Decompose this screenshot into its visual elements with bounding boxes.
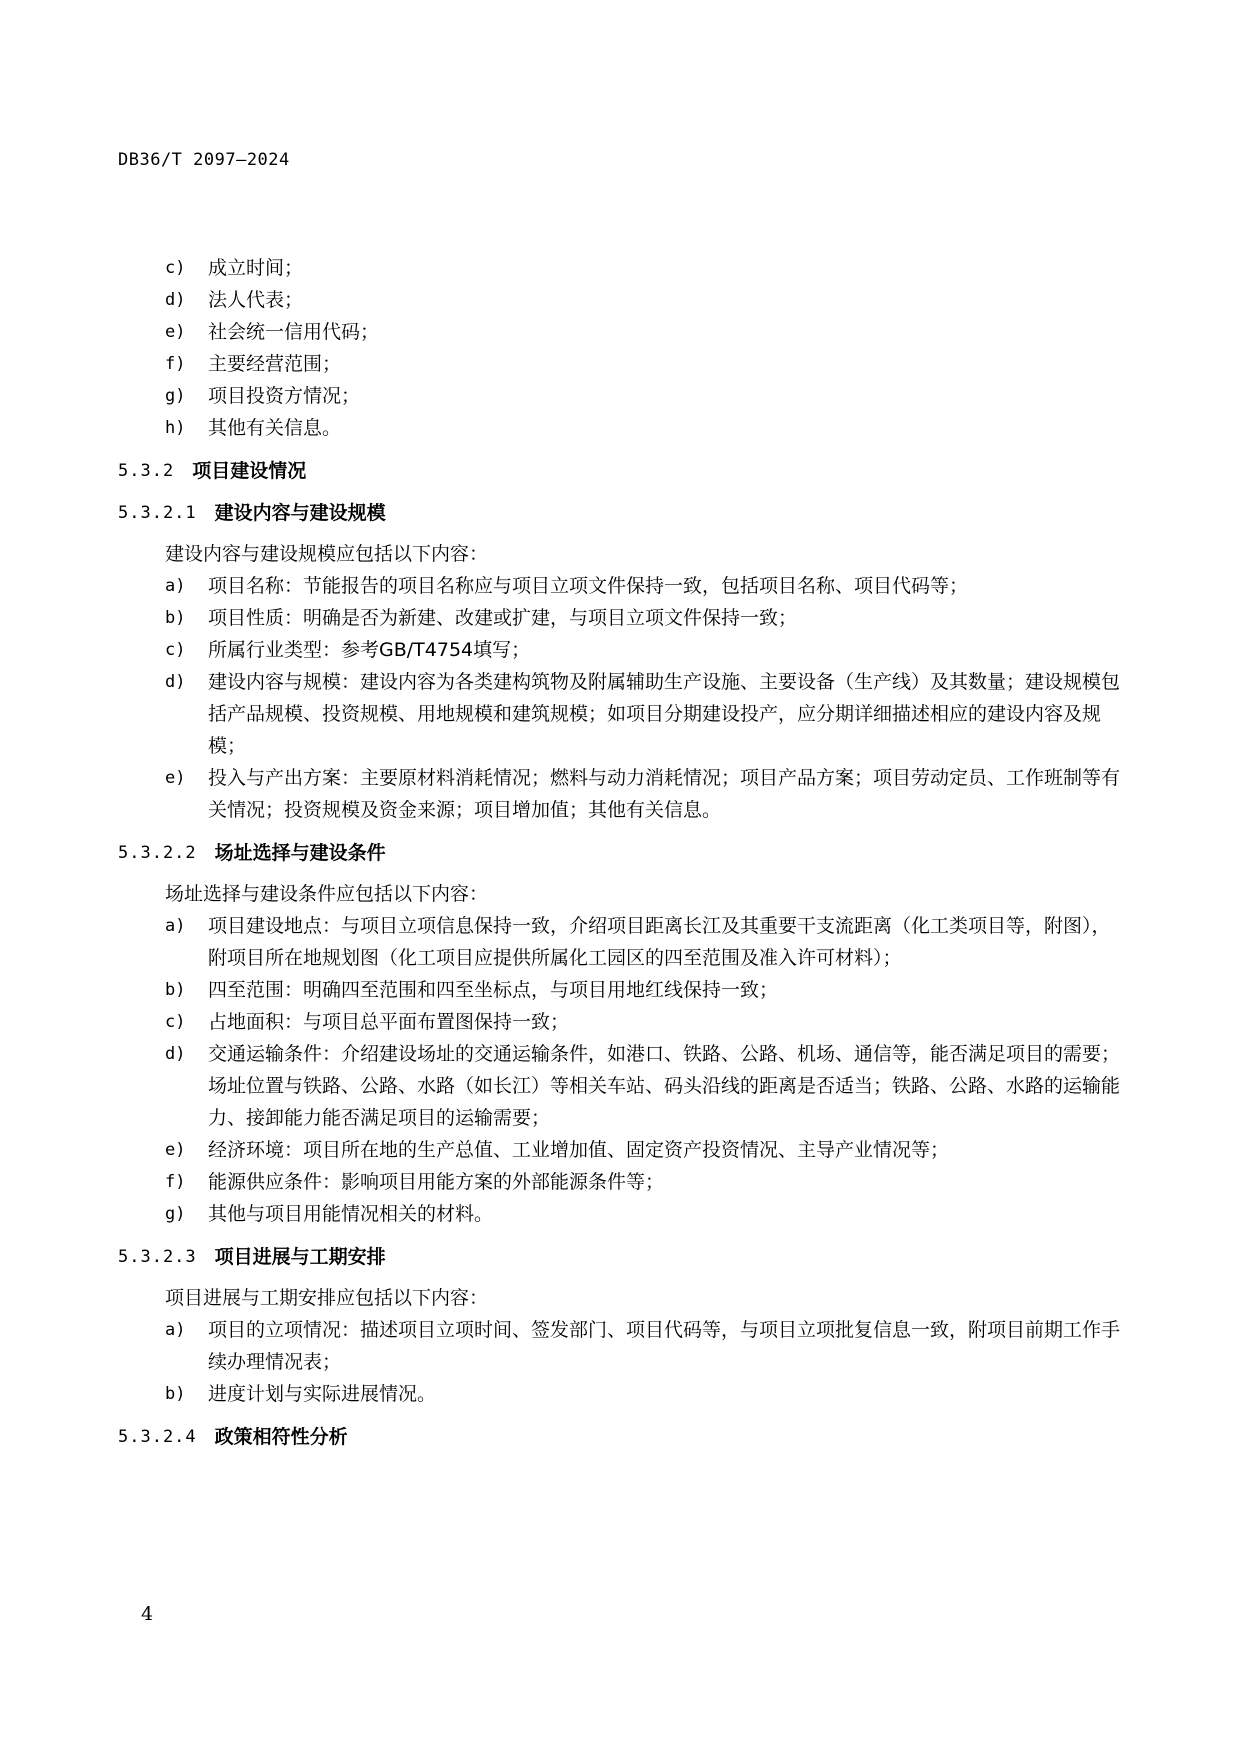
section-number: 5.3.2.1 [118, 503, 197, 523]
section-heading-5-3-2-4 [118, 1422, 1123, 1452]
item-label: g) [165, 1204, 186, 1224]
page-number: 4 [141, 1603, 154, 1625]
item-text: 四至范围：明确四至范围和四至坐标点，与项目用地红线保持一致； [208, 979, 779, 1001]
list-item [118, 348, 1123, 380]
list-item [118, 1166, 1123, 1198]
item-label: c) [165, 1012, 186, 1032]
item-label: e) [165, 768, 186, 788]
list-item [118, 252, 1123, 284]
item-label: a) [165, 1320, 186, 1340]
item-label: f) [165, 1172, 186, 1192]
item-text: 其他与项目用能情况相关的材料。 [208, 1203, 494, 1225]
item-label: b) [165, 980, 186, 1000]
list-item [118, 1006, 1123, 1038]
section-number: 5.3.2.4 [118, 1427, 197, 1447]
section-number: 5.3.2.3 [118, 1247, 197, 1267]
item-text: 占地面积：与项目总平面布置图保持一致； [208, 1011, 570, 1033]
section-title: 政策相符性分析 [214, 1426, 348, 1448]
item-label: b) [165, 608, 186, 628]
item-text: 项目建设地点：与项目立项信息保持一致，介绍项目距离长江及其重要干支流距离（化工类项目等，附图），附项目所在地规划图（化工项目应提供所属化工园区的四至范围及准入许可材料）； [208, 915, 1111, 969]
item-label: e) [165, 322, 186, 342]
item-text: 经济环境：项目所在地的生产总值、工业增加值、固定资产投资情况、主导产业情况等； [208, 1139, 950, 1161]
section-title: 建设内容与建设规模 [214, 502, 386, 524]
item-label: a) [165, 916, 186, 936]
section-title: 项目进展与工期安排 [214, 1246, 386, 1268]
item-text: 所属行业类型：参考GB/T4754填写； [208, 639, 531, 661]
section-intro: 场址选择与建设条件应包括以下内容： [165, 883, 489, 905]
item-text: 投入与产出方案：主要原材料消耗情况；燃料与动力消耗情况；项目产品方案；项目劳动定员、工作班制等有关情况；投资规模及资金来源；项目增加值；其他有关信息。 [208, 767, 1121, 821]
list-item [118, 666, 1123, 762]
list-item [118, 910, 1123, 974]
list-5-3-2-1 [118, 570, 1123, 826]
item-text: 能源供应条件：影响项目用能方案的外部能源条件等； [208, 1171, 665, 1193]
list-item [118, 412, 1123, 444]
list-item [118, 1198, 1123, 1230]
section-title: 项目建设情况 [192, 460, 307, 482]
item-label: g) [165, 386, 186, 406]
list-item [118, 1314, 1123, 1378]
section-intro: 项目进展与工期安排应包括以下内容： [165, 1287, 489, 1309]
list-item [118, 1134, 1123, 1166]
list-item [118, 974, 1123, 1006]
item-label: b) [165, 1384, 186, 1404]
item-label: d) [165, 1044, 186, 1064]
item-text: 成立时间； [208, 257, 304, 279]
item-text: 建设内容与规模：建设内容为各类建构筑物及附属辅助生产设施、主要设备（生产线）及其数量；建设规模包括产品规模、投资规模、用地规模和建筑规模；如项目分期建设投产，应分期详细描述相应的建设内容及规模； [208, 671, 1121, 757]
item-text: 社会统一信用代码； [208, 321, 380, 343]
item-label: c) [165, 258, 186, 278]
section-intro: 建设内容与建设规模应包括以下内容： [165, 543, 489, 565]
section-heading-5-3-2 [118, 456, 1123, 486]
list-item [118, 1378, 1123, 1410]
item-text: 项目名称：节能报告的项目名称应与项目立项文件保持一致，包括项目名称、项目代码等； [208, 575, 969, 597]
section-number: 5.3.2 [118, 461, 175, 481]
document-code: DB36/T 2097—2024 [118, 150, 290, 170]
section-number: 5.3.2.2 [118, 843, 197, 863]
item-text: 项目性质：明确是否为新建、改建或扩建，与项目立项文件保持一致； [208, 607, 798, 629]
item-label: d) [165, 290, 186, 310]
list-item [118, 762, 1123, 826]
section-heading-5-3-2-2 [118, 838, 1123, 868]
item-text: 主要经营范围； [208, 353, 342, 375]
list-item [118, 1038, 1123, 1134]
list-item [118, 316, 1123, 348]
list-item [118, 380, 1123, 412]
item-label: f) [165, 354, 186, 374]
list-5-3-1 [118, 252, 1123, 444]
section-heading-5-3-2-3 [118, 1242, 1123, 1272]
list-item [118, 634, 1123, 666]
item-label: e) [165, 1140, 186, 1160]
section-title: 场址选择与建设条件 [214, 842, 386, 864]
item-text: 进度计划与实际进展情况。 [208, 1383, 437, 1405]
item-label: h) [165, 418, 186, 438]
item-label: c) [165, 640, 186, 660]
list-5-3-2-3 [118, 1314, 1123, 1410]
list-item [118, 602, 1123, 634]
list-item [118, 570, 1123, 602]
item-text: 项目的立项情况：描述项目立项时间、签发部门、项目代码等，与项目立项批复信息一致，附项目前期工作手续办理情况表； [208, 1319, 1121, 1373]
item-text: 其他有关信息。 [208, 417, 342, 439]
section-heading-5-3-2-1 [118, 498, 1123, 528]
document-body [118, 252, 1123, 1462]
item-label: a) [165, 576, 186, 596]
item-label: d) [165, 672, 186, 692]
item-text: 法人代表； [208, 289, 304, 311]
item-text: 交通运输条件：介绍建设场址的交通运输条件，如港口、铁路、公路、机场、通信等，能否满足项目的需要；场址位置与铁路、公路、水路（如长江）等相关车站、码头沿线的距离是否适当；铁路、公路、水路的运输能力、接卸能力能否满足项目的运输需要； [208, 1043, 1121, 1129]
list-item [118, 284, 1123, 316]
item-text: 项目投资方情况； [208, 385, 361, 407]
list-5-3-2-2 [118, 910, 1123, 1230]
